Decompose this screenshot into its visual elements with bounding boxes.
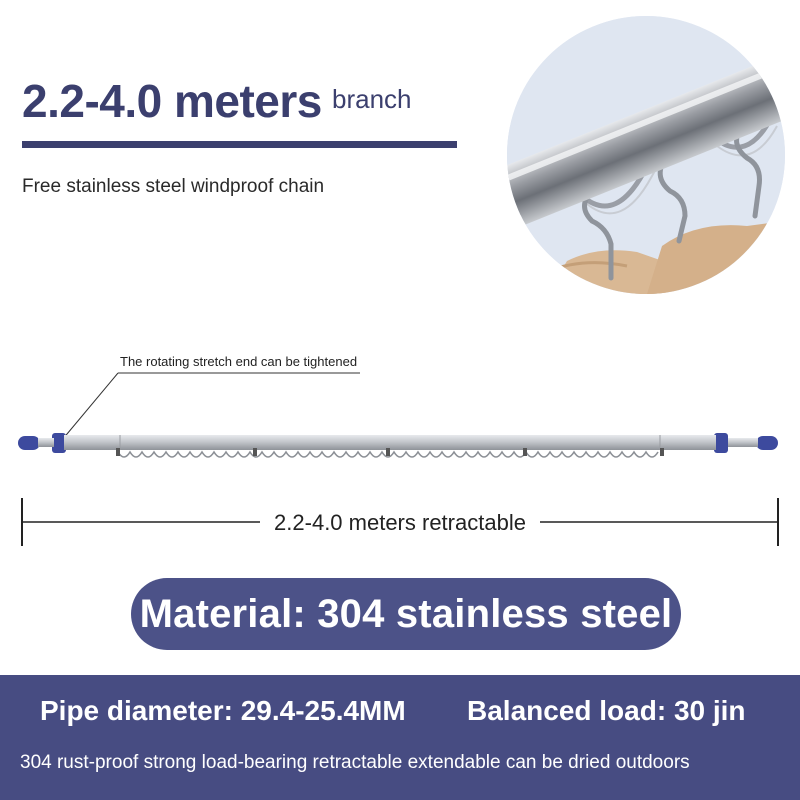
headline-underline bbox=[22, 141, 457, 148]
material-badge: Material: 304 stainless steel bbox=[131, 578, 681, 650]
spec-band bbox=[0, 675, 800, 800]
callout-leader-line bbox=[62, 373, 118, 440]
left-collar bbox=[52, 433, 66, 453]
spec-balanced-load: Balanced load: 30 jin bbox=[467, 695, 746, 726]
closeup-hook-image bbox=[507, 16, 785, 294]
headline-suffix: branch bbox=[332, 84, 412, 114]
right-end-cap bbox=[756, 436, 778, 450]
right-collar bbox=[714, 433, 728, 453]
left-end-cap bbox=[18, 436, 40, 450]
main-pipe bbox=[64, 435, 716, 450]
callout-rotating-end: The rotating stretch end can be tightened bbox=[120, 354, 358, 369]
subtitle-windproof-chain: Free stainless steel windproof chain bbox=[22, 176, 325, 197]
dimension-label-retractable: 2.2-4.0 meters retractable bbox=[260, 510, 540, 535]
headline-length: 2.2-4.0 meters bbox=[22, 75, 322, 127]
spec-feature-note: 304 rust-proof strong load-bearing retractable extendable can be dried outdoors bbox=[20, 752, 690, 773]
spec-pipe-diameter: Pipe diameter: 29.4-25.4MM bbox=[40, 695, 406, 726]
